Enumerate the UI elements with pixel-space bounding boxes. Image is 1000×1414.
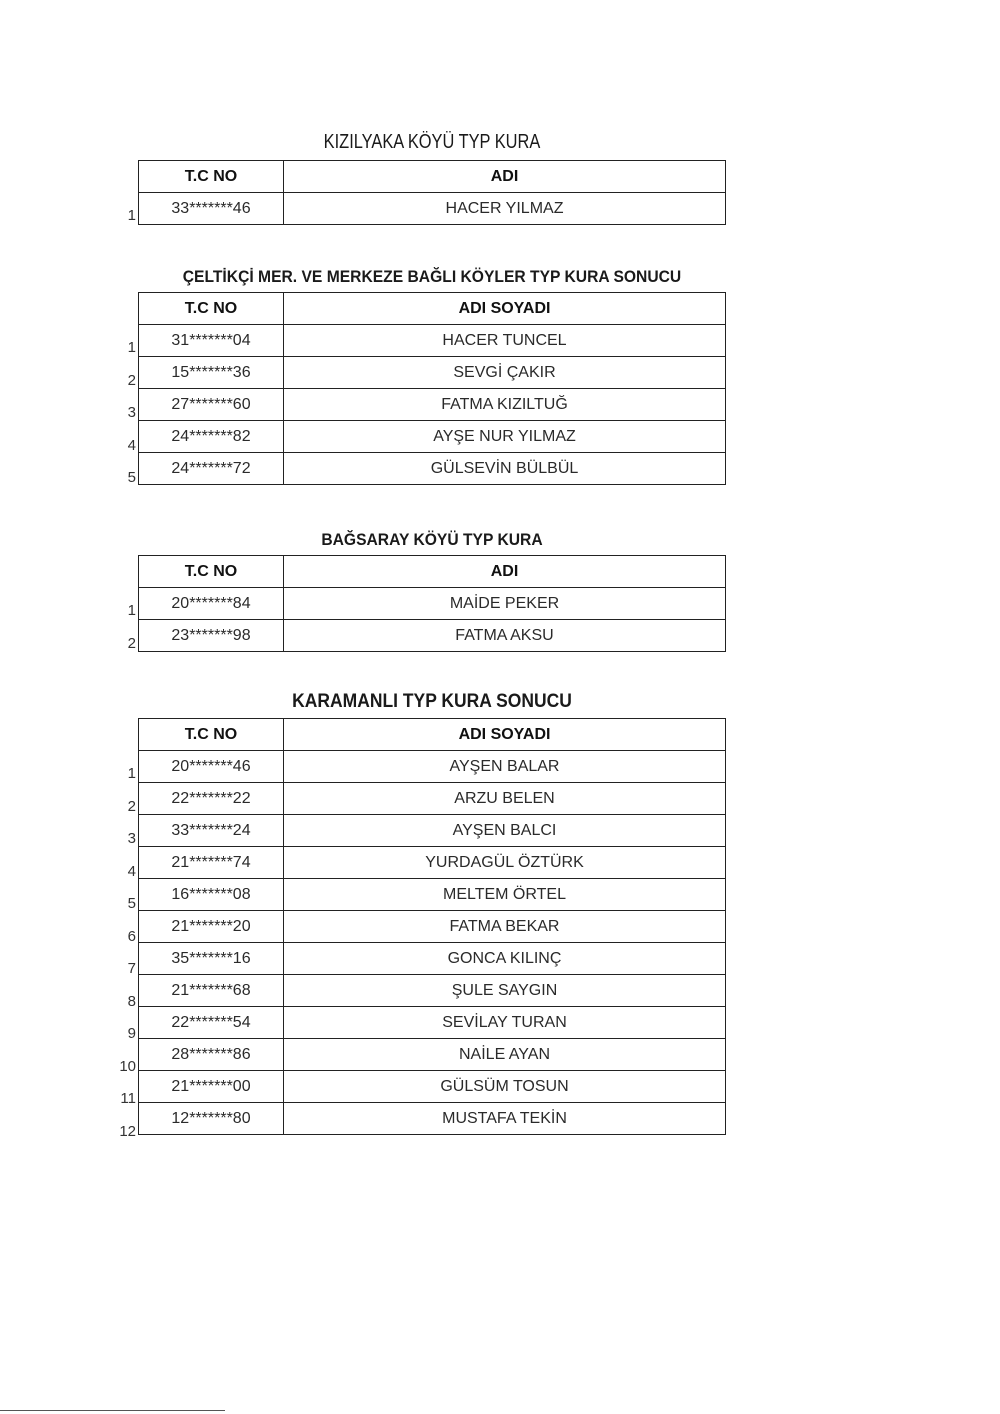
cell-tc-no: 21*******68 (139, 975, 284, 1007)
cell-tc-no: 24*******82 (139, 421, 284, 453)
cell-tc-no: 23*******98 (139, 620, 284, 652)
table-row (139, 325, 726, 357)
cell-name: HACER YILMAZ (284, 193, 726, 225)
results-table (138, 292, 726, 485)
cell-tc-no: 33*******46 (139, 193, 284, 225)
section-title: ÇELTİKÇİ MER. VE MERKEZE BAĞLI KÖYLER TYP KURA SONUCU (182, 267, 682, 286)
table-wrapper (118, 555, 728, 652)
table-row (139, 620, 726, 652)
table-header-row (139, 293, 726, 325)
table-row (139, 1039, 726, 1071)
table-row (139, 1103, 726, 1135)
footer-divider (0, 1410, 225, 1411)
table-header-row (139, 161, 726, 193)
row-number: 6 (127, 927, 136, 945)
row-number: 11 (120, 1090, 136, 1107)
row-number: 9 (127, 1025, 136, 1042)
table-row (139, 751, 726, 783)
header-name: ADI SOYADI (284, 293, 726, 325)
cell-tc-no: 33*******24 (139, 815, 284, 847)
row-number: 3 (127, 404, 136, 421)
cell-name: FATMA KIZILTUĞ (284, 389, 726, 421)
row-number: 1 (127, 339, 136, 356)
row-number: 4 (127, 862, 136, 880)
cell-tc-no: 28*******86 (139, 1039, 284, 1071)
cell-tc-no: 12*******80 (139, 1103, 284, 1135)
cell-name: GÜLSÜM TOSUN (284, 1071, 726, 1103)
row-number: 2 (127, 797, 136, 815)
cell-name: GÜLSEVİN BÜLBÜL (284, 453, 726, 485)
row-number: 4 (127, 436, 136, 454)
cell-tc-no: 21*******00 (139, 1071, 284, 1103)
section-title: KIZILYAKA KÖYÜ TYP KURA (323, 131, 541, 153)
cell-name: GONCA KILINÇ (284, 943, 726, 975)
cell-name: MELTEM ÖRTEL (284, 879, 726, 911)
table-row (139, 879, 726, 911)
table-row (139, 943, 726, 975)
header-tc-no: T.C NO (139, 293, 284, 325)
table-row (139, 357, 726, 389)
cell-name: SEVGİ ÇAKIR (284, 357, 726, 389)
cell-tc-no: 22*******54 (139, 1007, 284, 1039)
cell-tc-no: 20*******84 (139, 588, 284, 620)
cell-name: AYŞEN BALCI (284, 815, 726, 847)
cell-tc-no: 31*******04 (139, 325, 284, 357)
results-table (138, 160, 726, 225)
row-number: 1 (127, 765, 136, 782)
table-header-row (139, 556, 726, 588)
table-row (139, 975, 726, 1007)
table-wrapper (118, 160, 728, 225)
row-number: 8 (127, 992, 136, 1010)
cell-tc-no: 20*******46 (139, 751, 284, 783)
cell-tc-no: 16*******08 (139, 879, 284, 911)
table-row (139, 453, 726, 485)
section-kizilyaka (118, 128, 728, 225)
cell-tc-no: 15*******36 (139, 357, 284, 389)
cell-tc-no: 24*******72 (139, 453, 284, 485)
table-wrapper (118, 292, 728, 485)
row-number: 1 (127, 602, 136, 619)
cell-name: ARZU BELEN (284, 783, 726, 815)
table-row (139, 783, 726, 815)
row-number: 3 (127, 830, 136, 847)
table-row (139, 1007, 726, 1039)
table-row (139, 815, 726, 847)
cell-name: AYŞEN BALAR (284, 751, 726, 783)
cell-name: SEVİLAY TURAN (284, 1007, 726, 1039)
header-name: ADI SOYADI (284, 719, 726, 751)
row-number: 1 (127, 207, 136, 224)
header-name: ADI (284, 556, 726, 588)
cell-name: AYŞE NUR YILMAZ (284, 421, 726, 453)
row-number: 5 (127, 895, 136, 912)
table-row (139, 847, 726, 879)
section-karamanli (118, 688, 728, 1140)
cell-tc-no: 21*******74 (139, 847, 284, 879)
table-row (139, 1071, 726, 1103)
section-celtikci (118, 264, 728, 485)
table-wrapper (118, 718, 728, 1140)
cell-tc-no: 35*******16 (139, 943, 284, 975)
cell-name: MAİDE PEKER (284, 588, 726, 620)
results-table (138, 718, 726, 1135)
cell-name: ŞULE SAYGIN (284, 975, 726, 1007)
row-number: 10 (119, 1057, 136, 1075)
cell-tc-no: 21*******20 (139, 911, 284, 943)
row-number: 2 (127, 371, 136, 389)
section-title: KARAMANLI TYP KURA SONUCU (292, 691, 572, 712)
header-tc-no: T.C NO (139, 719, 284, 751)
cell-name: MUSTAFA TEKİN (284, 1103, 726, 1135)
table-row (139, 421, 726, 453)
row-number: 2 (127, 634, 136, 652)
table-row (139, 389, 726, 421)
row-number: 12 (119, 1122, 136, 1140)
table-header-row (139, 719, 726, 751)
cell-name: NAİLE AYAN (284, 1039, 726, 1071)
header-tc-no: T.C NO (139, 556, 284, 588)
table-row (139, 588, 726, 620)
cell-name: HACER TUNCEL (284, 325, 726, 357)
row-number: 5 (127, 469, 136, 486)
header-name: ADI (284, 161, 726, 193)
header-tc-no: T.C NO (139, 161, 284, 193)
section-title: BAĞSARAY KÖYÜ TYP KURA (321, 530, 543, 549)
cell-name: YURDAGÜL ÖZTÜRK (284, 847, 726, 879)
table-row (139, 911, 726, 943)
cell-tc-no: 27*******60 (139, 389, 284, 421)
table-row (139, 193, 726, 225)
cell-name: FATMA AKSU (284, 620, 726, 652)
row-number: 7 (127, 960, 136, 977)
cell-name: FATMA BEKAR (284, 911, 726, 943)
cell-tc-no: 22*******22 (139, 783, 284, 815)
results-table (138, 555, 726, 652)
section-bagsaray (118, 527, 728, 652)
